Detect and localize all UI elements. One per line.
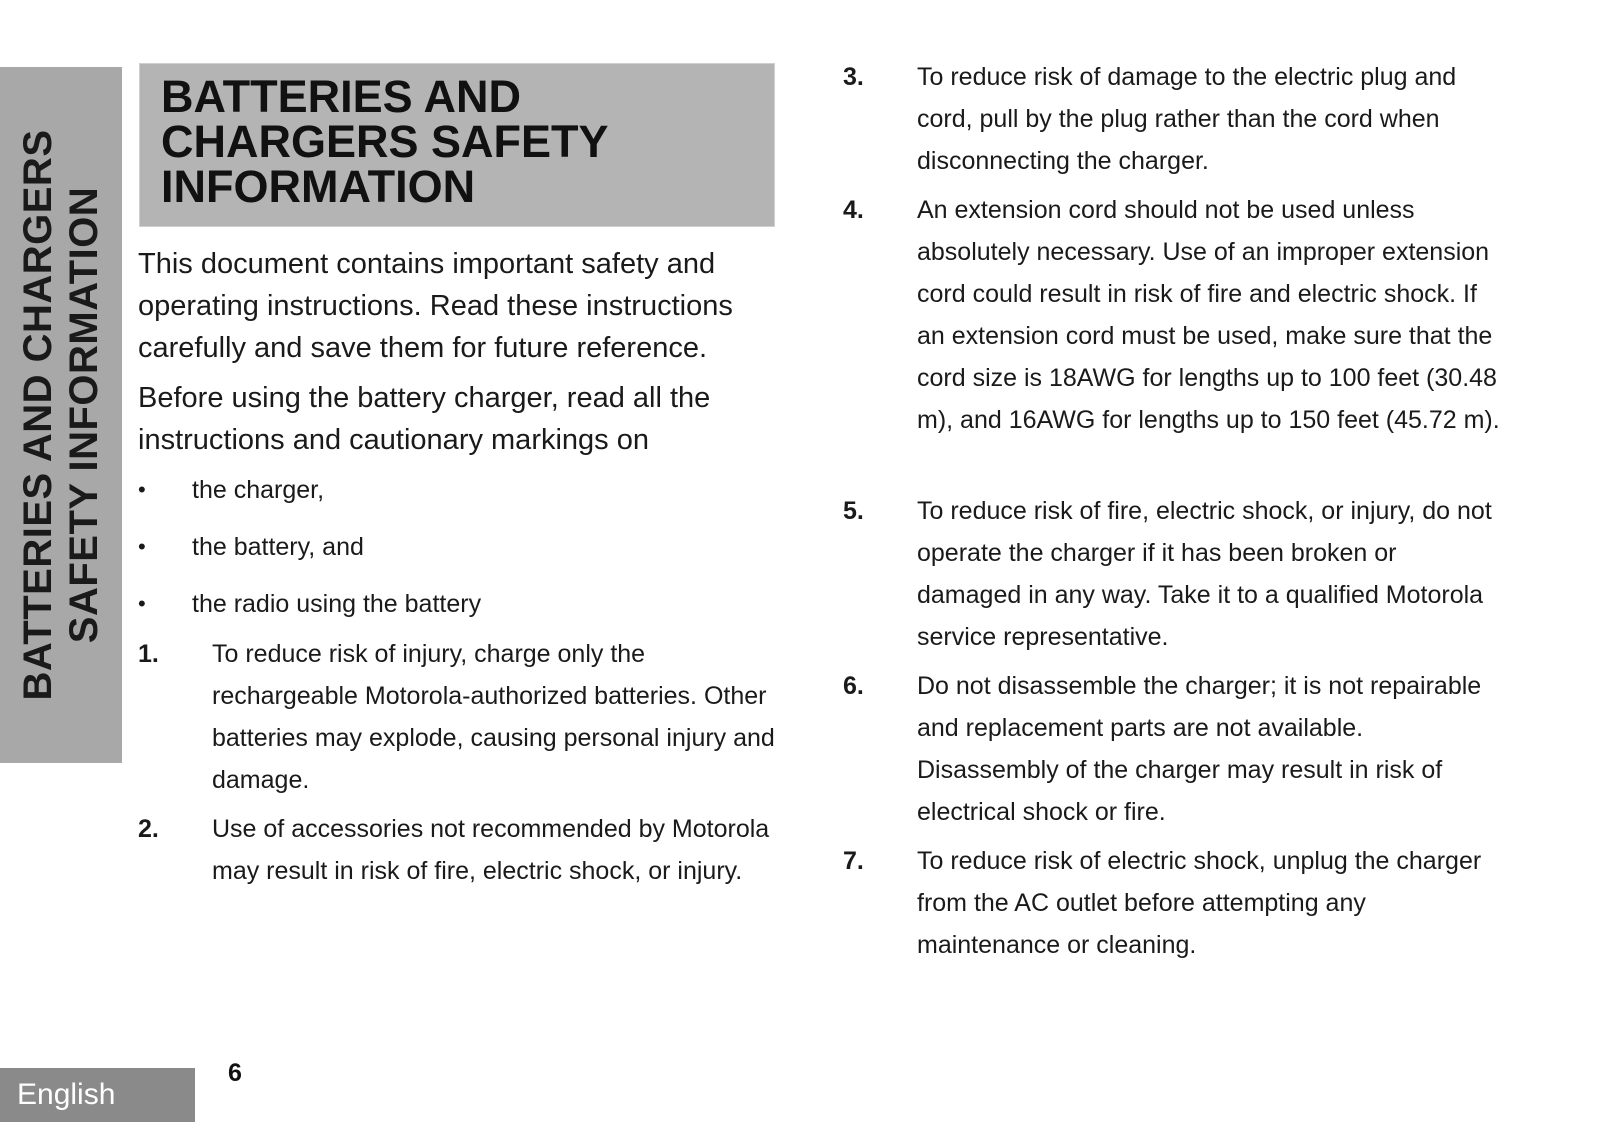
side-tab [0, 67, 122, 763]
bullet-icon: • [138, 477, 146, 502]
instruction-number: 5. [843, 497, 864, 525]
list-item-text: the charger, [192, 476, 325, 504]
bullet-icon: • [138, 591, 146, 616]
section-heading-line3: INFORMATION [161, 161, 476, 212]
section-heading-line1: BATTERIES AND [161, 71, 521, 122]
instruction-number: 2. [138, 815, 159, 843]
list-item-text: the radio using the battery [192, 590, 482, 618]
side-tab-title-line1: BATTERIES AND CHARGERS [16, 129, 60, 701]
section-heading [161, 71, 761, 212]
instruction-text: To reduce risk of fire, electric shock, or injury, do not operate the charger if it has been broken or damaged in any way. Take it to a qualified Motorola service representative. [917, 497, 1492, 651]
instruction-text: To reduce risk of injury, charge only the rechargeable Motorola-authorized batteries. Other batteries may explode, causing personal injury and damage. [212, 640, 775, 794]
instruction-text: An extension cord should not be used unless absolutely necessary. Use of an improper extension cord could result in risk of fire and electric shock. If an extension cord must be used, make sure that the cord size is 18AWG for lengths up to 100 feet (30.48 m), and 16AWG for lengths up to 150 feet (45.72 m). [917, 196, 1500, 434]
instruction-number: 1. [138, 640, 159, 668]
instruction-number: 4. [843, 196, 864, 224]
list-item-text: the battery, and [192, 533, 364, 561]
instruction-number: 6. [843, 672, 864, 700]
bullet-icon: • [138, 534, 146, 559]
instruction-text: Do not disassemble the charger; it is not repairable and replacement parts are not available. Disassembly of the charger may result in risk of electrical shock or fire. [917, 672, 1482, 826]
page-number: 6 [228, 1059, 242, 1087]
instruction-text: To reduce risk of damage to the electric plug and cord, pull by the plug rather than the cord when disconnecting the charger. [917, 63, 1457, 175]
side-tab-title [15, 75, 107, 755]
side-tab-title-line2: SAFETY INFORMATION [62, 186, 106, 644]
instruction-number: 3. [843, 63, 864, 91]
language-tab [0, 1068, 195, 1122]
language-label: English [17, 1078, 116, 1111]
section-heading-line2: CHARGERS SAFETY [161, 116, 609, 167]
instruction-number: 7. [843, 847, 864, 875]
section-heading-box [139, 63, 775, 227]
instruction-text: Use of accessories not recommended by Motorola may result in risk of fire, electric shock, or injury. [212, 815, 770, 885]
intro-paragraph-2: Before using the battery charger, read all the instructions and cautionary markings on [138, 382, 711, 456]
intro-paragraph-1: This document contains important safety and operating instructions. Read these instructions carefully and save them for future reference. [138, 248, 733, 364]
instruction-text: To reduce risk of electric shock, unplug the charger from the AC outlet before attempting any maintenance or cleaning. [917, 847, 1482, 959]
